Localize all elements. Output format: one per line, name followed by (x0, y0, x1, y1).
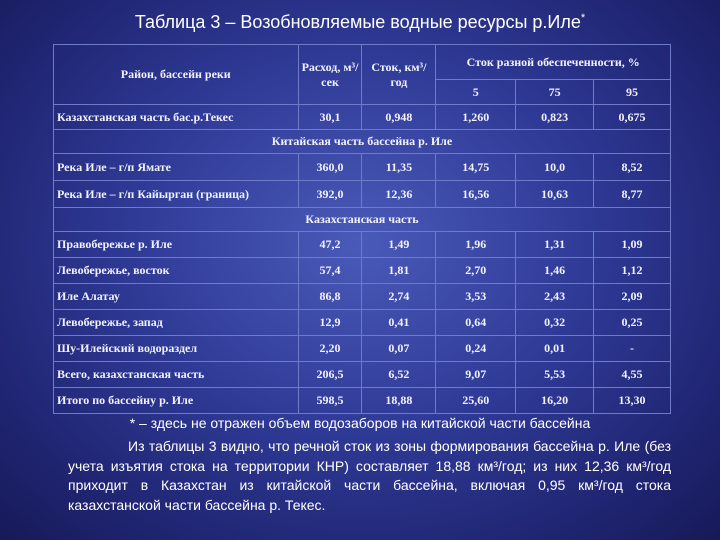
cell-runoff: 1,81 (362, 258, 436, 284)
cell-p5: 16,56 (436, 181, 516, 208)
header-region: Район, бассейн реки (54, 45, 299, 105)
table-row (54, 232, 671, 258)
cell-runoff: 2,74 (362, 284, 436, 310)
table-row (54, 154, 671, 181)
cell-runoff: 6,52 (362, 362, 436, 388)
cell-flow: 86,8 (298, 284, 362, 310)
cell-p75: 0,01 (516, 336, 594, 362)
cell-p75: 10,0 (516, 154, 594, 181)
footnote: * – здесь не отражен объем водозаборов на китайской части бассейна (129, 415, 591, 431)
cell-p5: 0,24 (436, 336, 516, 362)
header-flow: Расход, м³/сек (298, 45, 362, 105)
cell-runoff: 1,49 (362, 232, 436, 258)
header-p75: 75 (516, 80, 594, 105)
title-text: Таблица 3 – Возобновляемые водные ресурсы р.Иле (134, 12, 581, 32)
cell-flow: 57,4 (298, 258, 362, 284)
cell-flow: 206,5 (298, 362, 362, 388)
cell-p95: - (594, 336, 671, 362)
cell-runoff: 0,07 (362, 336, 436, 362)
section-kazakhstan: Казахстанская часть (54, 208, 671, 232)
cell-flow: 598,5 (298, 388, 362, 414)
row-label: Всего, казахстанская часть (54, 362, 299, 388)
cell-flow: 360,0 (298, 154, 362, 181)
row-label: Итого по бассейну р. Иле (54, 388, 299, 414)
cell-flow: 2,20 (298, 336, 362, 362)
cell-p5: 14,75 (436, 154, 516, 181)
table-row (54, 310, 671, 336)
cell-p95: 0,25 (594, 310, 671, 336)
cell-p5: 3,53 (436, 284, 516, 310)
conclusion-text: Из таблицы 3 видно, что речной сток из зоны формирования бассейна р. Иле (без учета изъятия стока на территории КНР) составляет 18,88 км³/год; из них 12,36 км³/год приходит в Казахстан из китайской части бассейна, включая 0,95 км³/год стока казахстанской части бассейна р. Текес. (68, 438, 671, 513)
cell-flow: 392,0 (298, 181, 362, 208)
cell-p5: 1,260 (436, 105, 516, 130)
cell-p75: 10,63 (516, 181, 594, 208)
cell-p95: 8,77 (594, 181, 671, 208)
cell-runoff: 0,948 (362, 105, 436, 130)
cell-p95: 2,09 (594, 284, 671, 310)
row-label: Левобережье, запад (54, 310, 299, 336)
cell-p95: 0,675 (594, 105, 671, 130)
row-label: Река Иле – г/п Ямате (54, 154, 299, 181)
row-label: Левобережье, восток (54, 258, 299, 284)
header-runoff: Сток, км³/год (362, 45, 436, 105)
table-row (54, 362, 671, 388)
cell-p95: 1,12 (594, 258, 671, 284)
cell-p75: 0,823 (516, 105, 594, 130)
cell-p5: 25,60 (436, 388, 516, 414)
cell-p5: 9,07 (436, 362, 516, 388)
water-resources-table (53, 44, 671, 414)
cell-p5: 1,96 (436, 232, 516, 258)
table-row (54, 181, 671, 208)
cell-p95: 8,52 (594, 154, 671, 181)
cell-p75: 1,31 (516, 232, 594, 258)
row-label: Казахстанская часть бас.р.Текес (54, 105, 299, 130)
cell-runoff: 0,41 (362, 310, 436, 336)
row-label: Правобережье р. Иле (54, 232, 299, 258)
row-label: Река Иле – г/п Кайырган (граница) (54, 181, 299, 208)
cell-p75: 0,32 (516, 310, 594, 336)
section-row (54, 208, 671, 232)
section-row (54, 130, 671, 154)
cell-p5: 0,64 (436, 310, 516, 336)
header-p5: 5 (436, 80, 516, 105)
cell-flow: 47,2 (298, 232, 362, 258)
title-footnote-mark: * (580, 12, 586, 24)
conclusion-paragraph (68, 437, 671, 515)
cell-flow: 30,1 (298, 105, 362, 130)
section-china: Китайская часть бассейна р. Иле (54, 130, 671, 154)
table-row (54, 388, 671, 414)
table-row (54, 284, 671, 310)
cell-p75: 16,20 (516, 388, 594, 414)
cell-runoff: 11,35 (362, 154, 436, 181)
header-supply: Сток разной обеспеченности, % (436, 45, 671, 80)
table-row (54, 105, 671, 130)
table-row (54, 336, 671, 362)
cell-p5: 2,70 (436, 258, 516, 284)
header-p95: 95 (594, 80, 671, 105)
cell-flow: 12,9 (298, 310, 362, 336)
slide-title (0, 12, 720, 33)
row-label: Шу-Илейский водораздел (54, 336, 299, 362)
cell-p95: 13,30 (594, 388, 671, 414)
cell-p75: 5,53 (516, 362, 594, 388)
cell-p75: 2,43 (516, 284, 594, 310)
cell-runoff: 18,88 (362, 388, 436, 414)
cell-p95: 1,09 (594, 232, 671, 258)
header-row (54, 45, 671, 80)
cell-runoff: 12,36 (362, 181, 436, 208)
cell-p75: 1,46 (516, 258, 594, 284)
cell-p95: 4,55 (594, 362, 671, 388)
row-label: Иле Алатау (54, 284, 299, 310)
table-row (54, 258, 671, 284)
